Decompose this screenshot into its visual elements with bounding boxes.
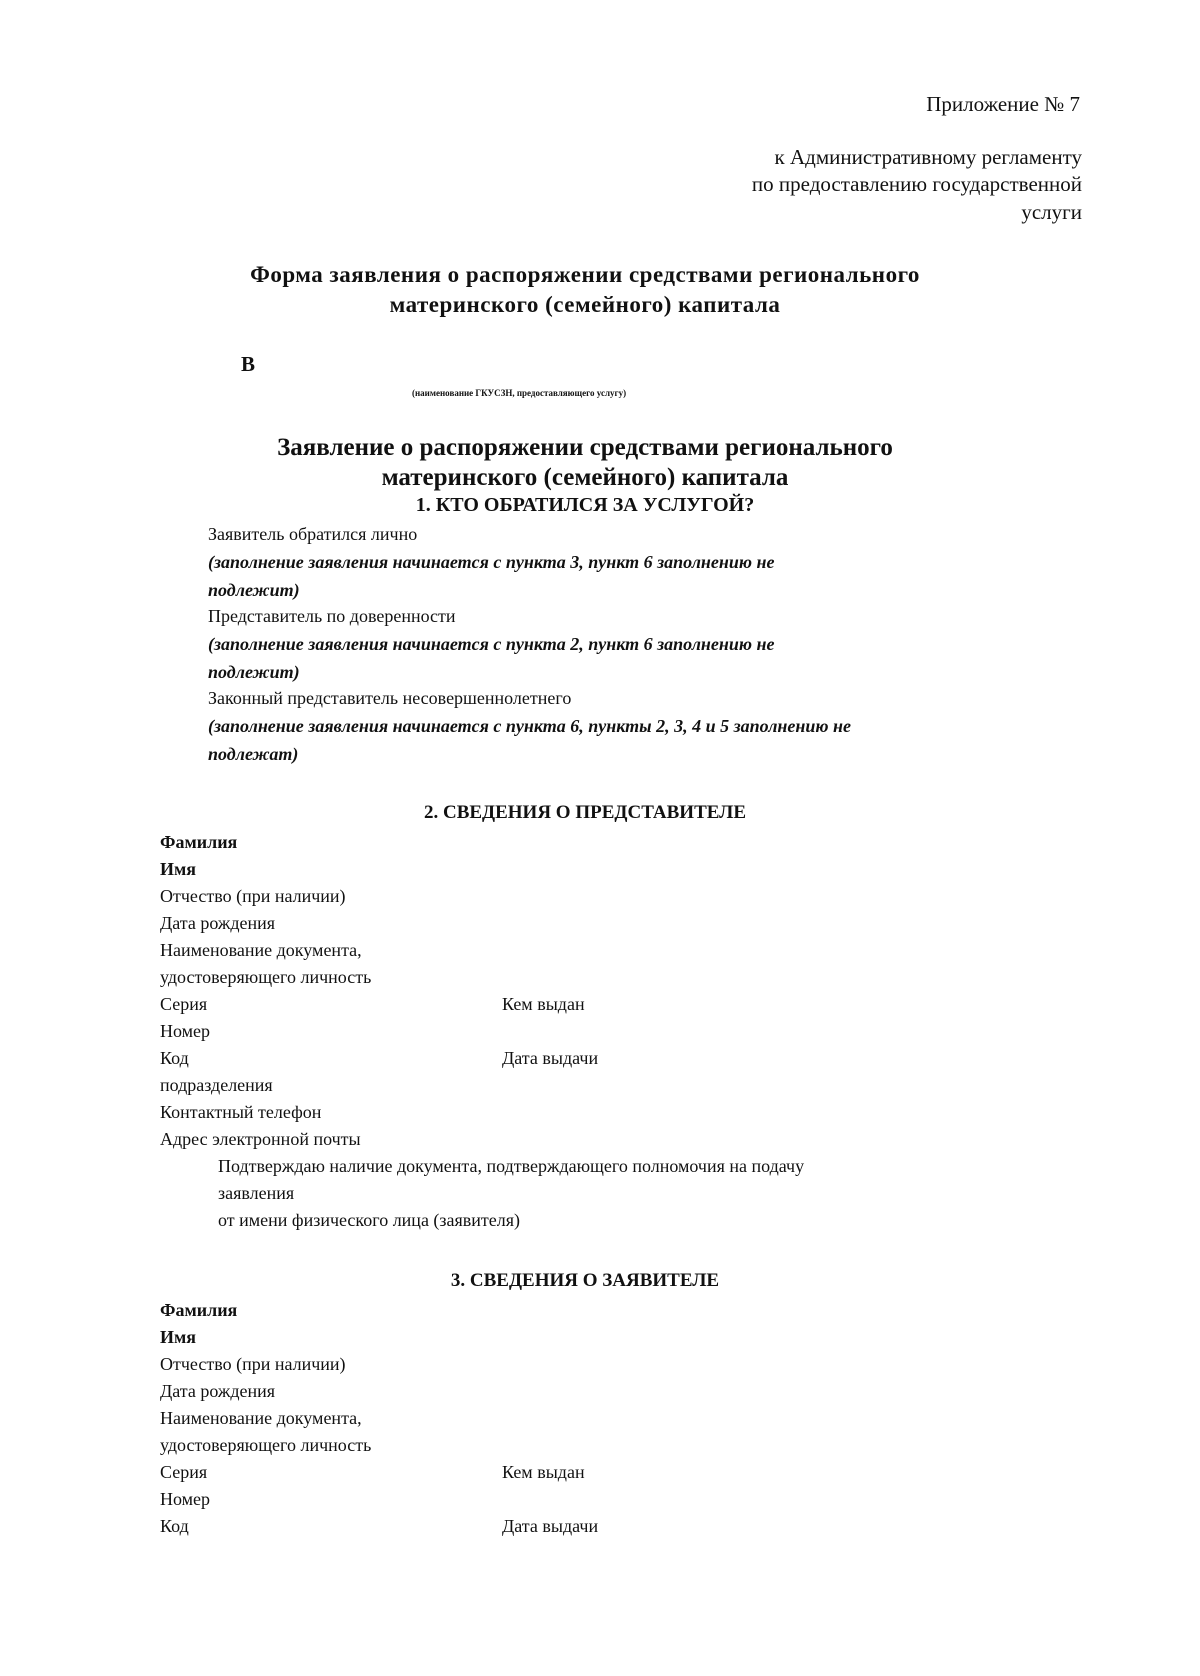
s2-name-label: Имя xyxy=(160,859,196,879)
s3-patronymic-label: Отчество (при наличии) xyxy=(160,1354,346,1374)
s2-confirm-text-2: заявления xyxy=(218,1183,295,1203)
option-legal-rep-note: (заполнение заявления начинается с пункта 6, пункты 2, 3, 4 и 5 заполнению не xyxy=(208,716,852,736)
s2-doc-name-label: Наименование документа, xyxy=(160,940,362,960)
s3-doc-name-label-2: удостоверяющего личность xyxy=(160,1435,372,1455)
option-legal-rep-label: Законный представитель несовершеннолетнего xyxy=(208,688,572,708)
s3-issue-date-label: Дата выдачи xyxy=(502,1516,599,1536)
option-personal-label: Заявитель обратился лично xyxy=(208,524,418,544)
statement-title-line-2: материнского (семейного) капитала xyxy=(381,464,789,491)
s3-number-label: Номер xyxy=(160,1489,211,1509)
option-legal-rep-note-2: подлежат) xyxy=(208,744,299,764)
section-2-heading: 2. СВЕДЕНИЯ О ПРЕДСТАВИТЕЛЕ xyxy=(423,802,747,823)
option-personal-note-2: подлежит) xyxy=(208,580,300,600)
s3-birth-date-label: Дата рождения xyxy=(160,1381,276,1401)
s2-confirm-text-3: от имени физического лица (заявителя) xyxy=(218,1210,521,1230)
s3-issued-by-label: Кем выдан xyxy=(502,1462,585,1482)
s2-surname-label: Фамилия xyxy=(160,832,238,852)
s2-birth-date-label: Дата рождения xyxy=(160,913,276,933)
s3-code-label: Код xyxy=(160,1516,189,1536)
form-title-line-2: материнского (семейного) капитала xyxy=(389,292,781,317)
form-title-line-1: Форма заявления о распоряжении средствами регионального xyxy=(250,262,920,287)
s2-subdivision-label: подразделения xyxy=(160,1075,273,1095)
s3-series-label: Серия xyxy=(160,1462,208,1482)
s2-patronymic-label: Отчество (при наличии) xyxy=(160,886,346,906)
appendix-number: Приложение № 7 xyxy=(926,92,1080,116)
s2-number-label: Номер xyxy=(160,1021,211,1041)
s2-phone-label: Контактный телефон xyxy=(160,1102,322,1122)
header-line-2: по предоставлению государственной xyxy=(751,172,1082,196)
option-proxy-note: (заполнение заявления начинается с пункта 2, пункт 6 заполнению не xyxy=(208,634,775,654)
s2-email-label: Адрес электронной почты xyxy=(160,1129,361,1149)
s2-doc-name-label-2: удостоверяющего личность xyxy=(160,967,372,987)
s2-confirm-text: Подтверждаю наличие документа, подтверждающего полномочия на подачу xyxy=(218,1156,805,1176)
s2-issue-date-label: Дата выдачи xyxy=(502,1048,599,1068)
section-3-heading: 3. СВЕДЕНИЯ О ЗАЯВИТЕЛЕ xyxy=(450,1270,720,1291)
s2-issued-by-label: Кем выдан xyxy=(502,994,585,1014)
option-proxy-note-2: подлежит) xyxy=(208,662,300,682)
s2-code-label: Код xyxy=(160,1048,189,1068)
recipient-prefix: В xyxy=(241,352,256,376)
section-1-heading: 1. КТО ОБРАТИЛСЯ ЗА УСЛУГОЙ? xyxy=(415,494,755,516)
header-line-1: к Административному регламенту xyxy=(774,145,1082,169)
s2-series-label: Серия xyxy=(160,994,208,1014)
s3-name-label: Имя xyxy=(160,1327,196,1347)
recipient-caption: (наименование ГКУСЗН, предоставляющего услугу) xyxy=(412,388,627,398)
option-proxy-label: Представитель по доверенности xyxy=(208,606,456,626)
option-personal-note: (заполнение заявления начинается с пункта 3, пункт 6 заполнению не xyxy=(208,552,775,572)
s3-surname-label: Фамилия xyxy=(160,1300,238,1320)
header-line-3: услуги xyxy=(1021,200,1082,224)
statement-title-line-1: Заявление о распоряжении средствами регионального xyxy=(277,434,893,461)
s3-doc-name-label: Наименование документа, xyxy=(160,1408,362,1428)
